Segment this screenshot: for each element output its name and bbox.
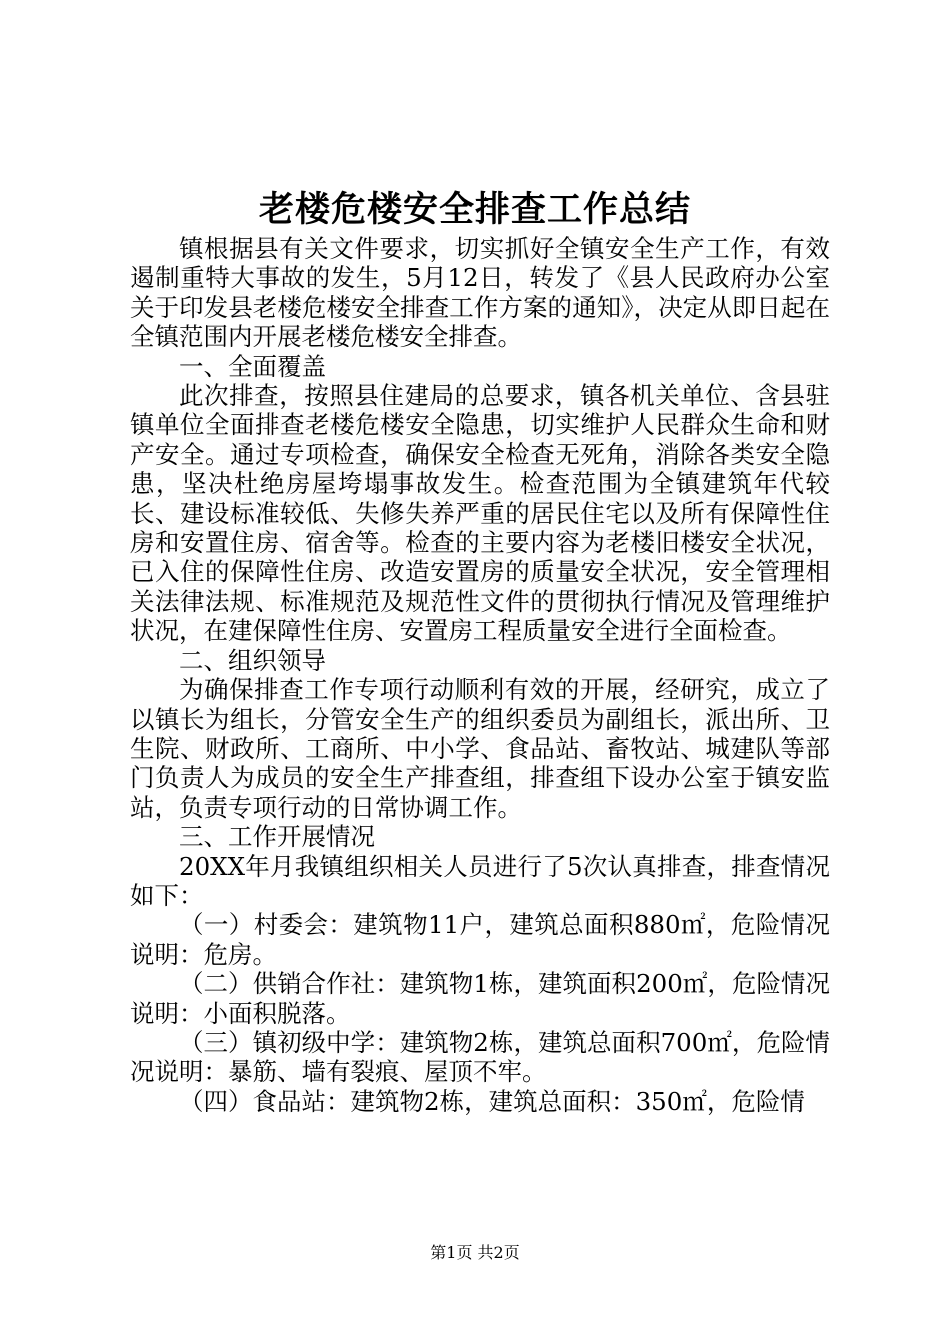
section-heading-leadership: 二、组织领导: [179, 645, 326, 675]
section-heading-progress: 三、工作开展情况: [179, 822, 375, 852]
inspection-item: （四）食品站：建筑物2栋，建筑总面积：350㎡，危险情: [179, 1086, 805, 1116]
page-footer: 第1页 共2页: [430, 1243, 520, 1262]
coverage-paragraph: 此次排查，按照县住建局的总要求，镇各机关单位、含县驻镇单位全面排查老楼危楼安全隐患，切实维护人民群众生命和财产安全。通过专项检查，确保安全检查无死角，消除各类安全隐患，坚决杜绝房屋垮塌事故发生。检查范围为全镇建筑年代较长、建设标准较低、失修失养严重的居民住宅以及所有保障性住房和安置住房、宿舍等。检查的主要内容为老楼旧楼安全状况，已入住的保障性住房、改造安置房的质量安全状况，安全管理相关法律法规、标准规范及规范性文件的贯彻执行情况及管理维护状况，在建保障性住房、安置房工程质量安全进行全面检查。: [130, 381, 830, 646]
inspection-item: （三）镇初级中学：建筑物2栋，建筑总面积700㎡，危险情况说明：暴筋、墙有裂痕、屋顶不牢。: [130, 1027, 830, 1087]
progress-paragraph: 20XX年月我镇组织相关人员进行了5次认真排查，排查情况如下：: [130, 851, 830, 910]
section-heading-coverage: 一、全面覆盖: [179, 351, 326, 381]
leadership-paragraph: 为确保排查工作专项行动顺利有效的开展，经研究，成立了以镇长为组长，分管安全生产的组织委员为副组长，派出所、卫生院、财政所、工商所、中小学、食品站、畜牧站、城建队等部门负责人为成员的安全生产排查组，排查组下设办公室于镇安监站，负责专项行动的日常协调工作。: [130, 675, 830, 822]
inspection-item: （一）村委会：建筑物11户，建筑总面积880㎡，危险情况说明：危房。: [130, 910, 830, 969]
document-title: 老楼危楼安全排查工作总结: [258, 189, 691, 230]
intro-paragraph: 镇根据县有关文件要求，切实抓好全镇安全生产工作，有效遏制重特大事故的发生，5月12日，转发了《县人民政府办公室关于印发县老楼危楼安全排查工作方案的通知》，决定从即日起在全镇范围内开展老楼危楼安全排查。: [130, 234, 830, 352]
document-body: [130, 234, 830, 1116]
inspection-item: （二）供销合作社：建筑物1栋，建筑面积200㎡，危险情况说明：小面积脱落。: [130, 969, 830, 1028]
